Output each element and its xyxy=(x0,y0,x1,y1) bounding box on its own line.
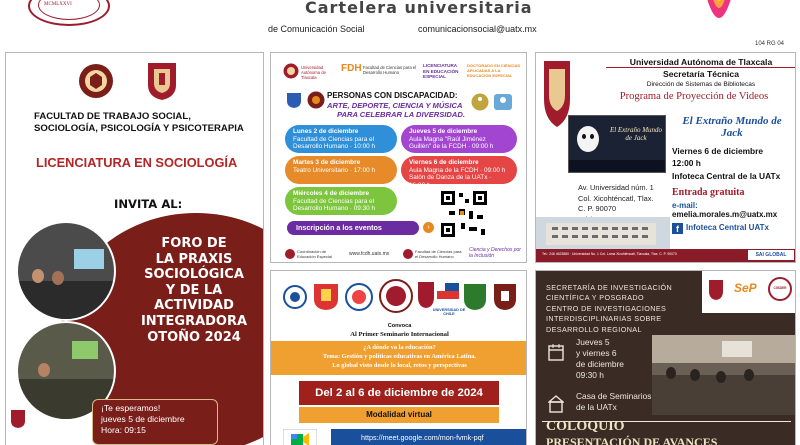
disability-logo-icon xyxy=(493,93,513,111)
shield-logo-icon xyxy=(285,91,303,109)
seminar-title: Al Primer Seminario Internacional xyxy=(350,331,449,338)
university-logo-6-icon xyxy=(493,283,517,311)
coloquio-org-lines xyxy=(546,283,706,335)
footer-inclusion: Ciencia y Derechos por la Inclusión xyxy=(469,247,521,259)
comunicacion-logo-icon xyxy=(694,0,744,38)
faculty-shield-icon xyxy=(78,63,114,99)
event-subhead-1: ARTE, DEPORTE, CIENCIA Y MÚSICA xyxy=(327,101,463,110)
secretaria-name: Secretaría Técnica xyxy=(663,69,739,79)
venue-line: de la UATx xyxy=(576,402,617,412)
header-email[interactable]: comunicacionsocial@uatx.mx xyxy=(418,24,537,34)
seal-text: MCMLXXVI xyxy=(44,2,72,7)
event-day: Jueves 5 de diciembre xyxy=(409,128,478,135)
event-place: Teatro Universitario · 17:00 h xyxy=(293,166,376,174)
univ-name: Universidad Autónoma de Tlaxcala xyxy=(629,57,773,67)
invites-label: INVITA AL: xyxy=(114,197,183,211)
event-place: Facultad de Ciencias para el Desarrollo Humano · 09:30 h xyxy=(293,197,376,213)
event-photo-1 xyxy=(16,221,116,321)
jack-face xyxy=(577,126,599,152)
movie-title: El Extraño Mundo de Jack xyxy=(682,115,782,139)
university-logo-1-icon xyxy=(283,285,307,309)
forum-line: ACTIVIDAD xyxy=(154,298,234,314)
org-line: CENTRO DE INVESTIGACIONES xyxy=(546,303,667,313)
coloquio-dates xyxy=(576,337,642,381)
building-icon xyxy=(548,395,564,413)
uatx-logo-icon xyxy=(283,63,299,79)
footer-web[interactable]: www.fcdh.uatx.mx xyxy=(349,251,390,257)
address-line: Col. Xicohténcatl, Tlax. xyxy=(578,193,654,203)
address-line: Av. Universidad núm. 1 xyxy=(578,183,654,192)
forum-line: SOCIOLÓGICA xyxy=(144,267,244,283)
uatx-seal-icon xyxy=(379,279,413,313)
arrow-right-icon[interactable]: › xyxy=(423,222,434,233)
event-pill-friday[interactable] xyxy=(401,156,517,189)
header-subtitle: de Comunicación Social xyxy=(268,24,365,34)
event-place: Facultad de Ciencias para el Desarrollo Humano · 10:00 h xyxy=(293,135,376,151)
event-place: Aula Magna "Raúl Jiménez Guillén" de la FCDH · 09:00 h xyxy=(409,135,494,151)
event-pill-monday[interactable] xyxy=(285,125,397,153)
wait-line: ¡Te esperamos! xyxy=(101,403,161,413)
event-day: Viernes 6 de diciembre xyxy=(409,159,479,166)
poster-title: El Extraño Mundo de Jack xyxy=(609,126,663,142)
panel-proyeccion[interactable] xyxy=(535,52,796,263)
coloquio-title: COLOQUIO xyxy=(546,419,625,434)
org-line: INTERDISCIPLINARIAS SOBRE xyxy=(546,314,662,324)
movie-time: 12:00 h xyxy=(672,158,701,168)
register-button[interactable]: Inscripción a los eventos xyxy=(287,221,419,235)
event-subhead-2: PARA CELEBRAR LA DIVERSIDAD. xyxy=(337,110,465,119)
entry-label: Entrada gratuita xyxy=(672,187,745,198)
panel-discapacidad[interactable] xyxy=(270,52,527,263)
calendar-icon xyxy=(548,343,564,361)
program-title: Programa de Proyección de Videos xyxy=(619,91,769,102)
forum-line: FORO DE xyxy=(161,236,227,251)
venue-line: Casa de Seminarios xyxy=(576,391,652,401)
panel-sociologia[interactable] xyxy=(5,52,264,445)
forum-title xyxy=(126,236,262,345)
date-line: de diciembre xyxy=(576,359,624,369)
header-title: Cartelera universitaria xyxy=(305,0,533,17)
panel-coloquio[interactable] xyxy=(535,270,796,445)
event-place: Aula Magna de la FCDH · 09:00 h Salón de Danza de la UATx · 16:00 h xyxy=(409,166,506,189)
university-logo-2-icon xyxy=(313,283,339,311)
tag-doctorado: DOCTORADO EN CIENCIAS APLICADAS A LA EDUCACIÓN ESPECIAL xyxy=(467,63,521,78)
univ-chile-logo-icon xyxy=(435,283,461,307)
org-line: DESARROLLO REGIONAL xyxy=(546,324,642,334)
convoca-label: Convoca xyxy=(387,323,412,329)
event-pill-wednesday[interactable] xyxy=(285,187,397,215)
contact-email[interactable]: emelia.morales.m@uatx.mx xyxy=(672,210,778,219)
date-line: y viernes 6 xyxy=(576,348,617,358)
facebook-icon[interactable]: f xyxy=(672,223,683,234)
org-line: CIENTÍFICA Y POSGRADO xyxy=(546,293,644,303)
univ-chile-label: UNIVERSIDAD DE CHILE xyxy=(432,308,466,316)
wait-box xyxy=(92,399,218,445)
forum-line: Y DE LA xyxy=(165,282,223,298)
footer-text: Tel.: 246 4623880 · Universidad No. 1 Col. Loma Xicohténcatl, Tlaxcala, Tlax. C. P. 90070 xyxy=(542,252,677,256)
event-day: Martes 3 de diciembre xyxy=(293,159,361,166)
topic-text-2: Lo global visto desde lo local, retos y perspectivas xyxy=(332,362,467,369)
mode-banner: Modalidad virtual xyxy=(299,407,499,423)
issue-code: 104 RG 04 xyxy=(755,41,785,47)
event-day: Miércoles 4 de diciembre xyxy=(293,190,370,197)
org-line: SECRETARÍA DE INVESTIGACIÓN xyxy=(546,283,673,292)
movie-poster xyxy=(568,115,666,173)
topic-text: Tema: Gestión y políticas educativas en América Latina. xyxy=(322,353,477,360)
accessibility-logo-icon xyxy=(471,93,489,111)
qr-code-icon[interactable] xyxy=(439,189,489,239)
ciisder-label: CIISDER xyxy=(773,286,787,290)
tag-licenciatura: LICENCIATURA EN EDUCACIÓN ESPECIAL xyxy=(423,63,459,79)
facebook-page[interactable]: Infoteca Central UATx xyxy=(686,223,769,232)
logo-fdh-text: Facultad de Ciencias para el Desarrollo Humano xyxy=(363,65,417,75)
fdh-logo-icon: FDH xyxy=(341,63,362,74)
dates-banner: Del 2 al 6 de diciembre de 2024 xyxy=(299,381,499,405)
classroom-photo xyxy=(652,335,796,415)
footer-coord: Coordinación de Educación Especial xyxy=(297,249,332,259)
event-day: Lunes 2 de diciembre xyxy=(293,128,359,135)
uatx-crest-small-icon xyxy=(10,409,26,429)
forum-line: INTEGRADORA xyxy=(140,313,248,329)
footer-faculty: Facultad de Ciencias para el Desarrollo Humano xyxy=(415,249,462,259)
google-meet-icon[interactable] xyxy=(283,429,317,445)
logo-univ-text: Universidad Autónoma de Tlaxcala xyxy=(301,65,326,80)
facebook-icon xyxy=(403,249,413,259)
direccion-name: Dirección de Sistemas de Bibliotecas xyxy=(646,81,756,88)
faculty-name: FACULTAD DE TRABAJO SOCIAL, SOCIOLOGÍA, PSICOLOGÍA Y PSICOTERAPIA xyxy=(34,111,244,134)
facebook-icon xyxy=(285,249,295,259)
wait-line: jueves 5 de diciembre xyxy=(101,414,185,424)
presentation-title: PRESENTACIÓN DE AVANCES xyxy=(546,435,718,445)
forum-line: OTOÑO 2024 xyxy=(147,329,241,345)
topic-band xyxy=(271,341,527,375)
date-line: 09:30 h xyxy=(576,370,604,380)
seal-logo-icon xyxy=(307,91,325,109)
building-image xyxy=(536,217,670,249)
event-pill-tuesday[interactable] xyxy=(285,156,397,184)
sai-global-logo: SAI GLOBAL xyxy=(748,250,794,260)
panel-seminario[interactable] xyxy=(270,270,527,445)
movie-date: Viernes 6 de diciembre xyxy=(672,146,764,156)
movie-place: Infoteca Central de la UATx xyxy=(672,171,781,181)
date-line: Jueves 5 xyxy=(576,337,610,347)
meet-link[interactable]: https://meet.google.com/mon-fvmk-pqf xyxy=(331,429,527,445)
sep-logo: SeP xyxy=(734,281,757,295)
divider xyxy=(606,67,796,68)
university-logo-5-icon xyxy=(463,283,487,311)
university-logo-3-icon xyxy=(345,283,373,311)
event-headline: PERSONAS CON DISCAPACIDAD: xyxy=(327,91,458,100)
address-line: C. P. 90070 xyxy=(578,204,617,213)
degree-title: LICENCIATURA EN SOCIOLOGÍA xyxy=(36,155,238,170)
question-text: ¿A dónde va la educación? xyxy=(363,344,436,351)
uatx-crest-icon xyxy=(146,61,178,101)
email-label: e-mail: xyxy=(672,201,698,210)
uatx-crest-icon xyxy=(417,281,435,309)
event-pill-thursday[interactable] xyxy=(401,125,517,153)
forum-line: LA PRAXIS xyxy=(155,251,233,267)
uatx-crest-icon xyxy=(708,279,724,301)
wait-line: Hora: 09:15 xyxy=(101,425,146,435)
